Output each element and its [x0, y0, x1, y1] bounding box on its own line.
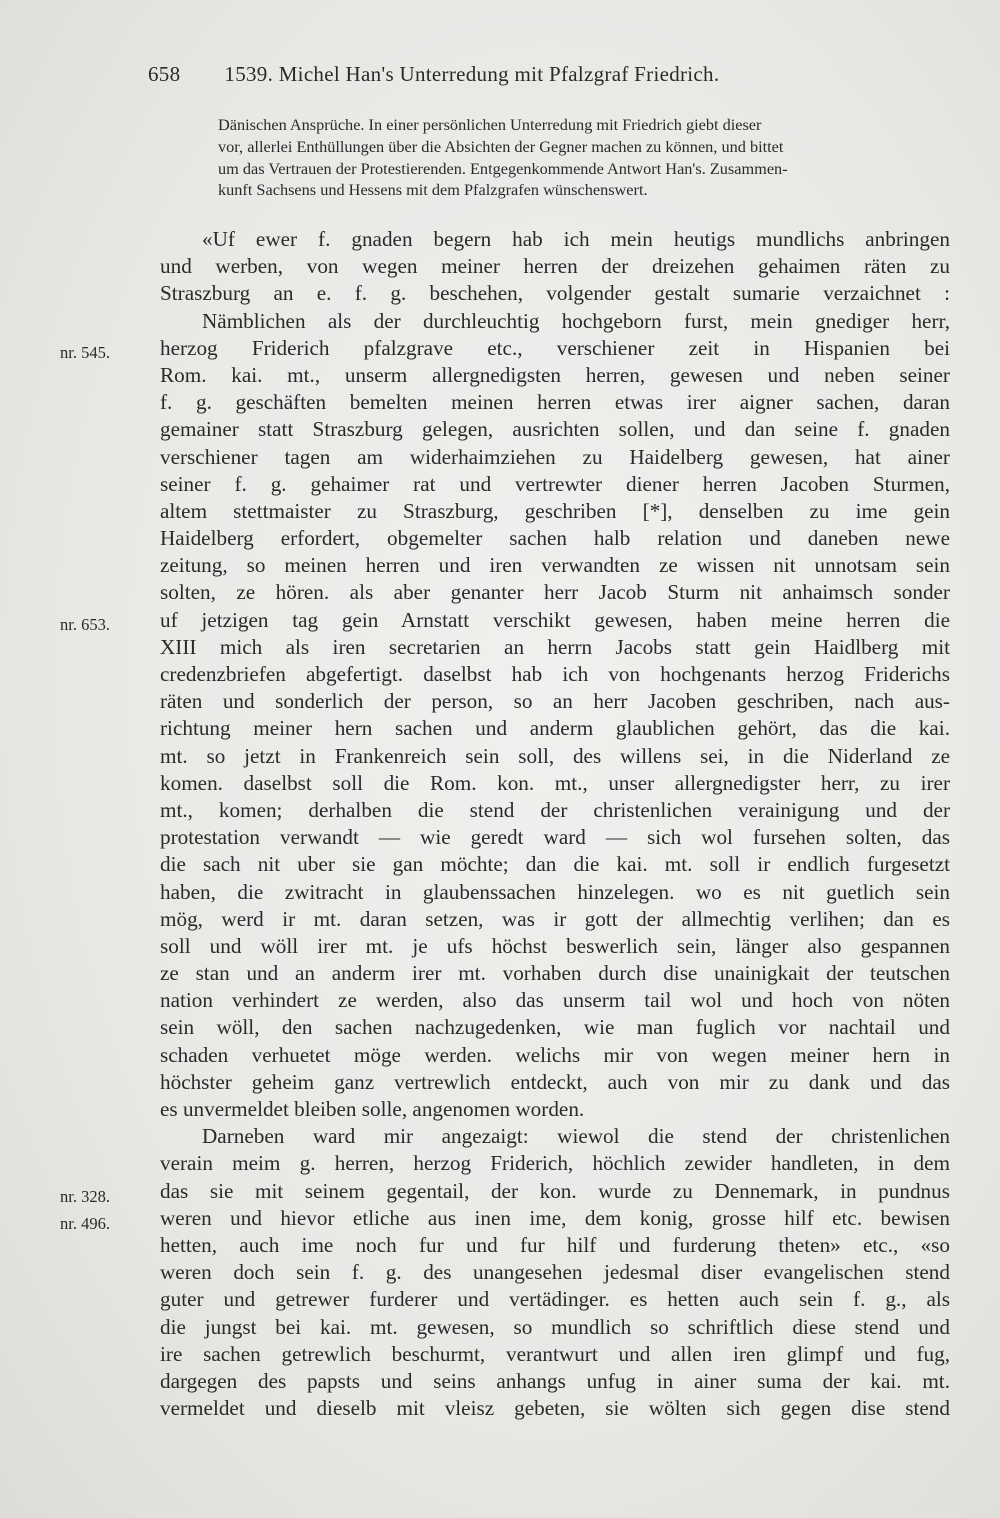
text-line: guter und getrewer furderer und vertädinger. es hetten auch sein f. g., als [160, 1287, 950, 1312]
summary-line: vor, allerlei Enthüllungen über die Absichten der Gegner machen zu können, und bittet [218, 136, 784, 156]
text-line: «Uf ewer f. gnaden begern hab ich mein heutigs mundlichs anbringen [202, 227, 950, 251]
text-line: uf jetzigen tag gein Arnstatt verschikt gewesen, haben meine herren die [160, 607, 950, 632]
chapter-summary [218, 114, 948, 201]
text-line: räten und sonderlich der person, so an herr Jacoben geschriben, nach aus- [160, 689, 950, 714]
text-line: mt., komen; derhalben die stend der christenlichen verainigung und der [160, 797, 950, 822]
text-line: ze stan und an anderm irer mt. vorhaben durch dise unainigkait der teutschen [160, 961, 950, 986]
main-text [160, 226, 950, 1422]
text-line: sein wöll, den sachen nachzugedenken, wie man fuglich vor nachtail und [160, 1015, 950, 1040]
text-line: Rom. kai. mt., unserm allergnedigsten herren, gewesen und neben seiner [160, 362, 950, 387]
text-line: das sie mit seinem gegentail, der kon. wurde zu Dennemark, in pundnus [160, 1178, 950, 1203]
text-line: altem stettmaister zu Straszburg, geschriben [*], denselben zu ime gein [160, 498, 950, 523]
text-line: und werben, von wegen meiner herren der dreizehen gehaimen räten zu [160, 254, 950, 279]
text-line: zeitung, so meinen herren und iren verwandten ze wissen nit unnotsam sein [160, 553, 950, 578]
margin-note: nr. 328. [60, 1187, 110, 1206]
summary-line: kunft Sachsens und Hessens mit dem Pfalzgrafen wünschenswert. [218, 180, 648, 200]
text-line: ire sachen getrewlich beschurmt, verantwurt und allen iren glimpf und fug, [160, 1341, 950, 1366]
text-line: vermeldet und dieselb mit vleisz gebeten, sie wölten sich gegen dise stend [160, 1396, 950, 1421]
text-line: soll und wöll irer mt. je ufs höchst beswerlich sein, länger also gespannen [160, 933, 950, 958]
text-line: nation verhindert ze werden, also das unserm tail wol und hoch von nöten [160, 988, 950, 1013]
text-line: dargegen des papsts und seins anhangs unfug in ainer suma der kai. mt. [160, 1368, 950, 1393]
text-line: herzog Friderich pfalzgrave etc., verschiener zeit in Hispanien bei [160, 335, 950, 360]
text-line: weren und hievor etliche aus inen ime, dem konig, grosse hilf etc. bewisen [160, 1205, 950, 1230]
running-title: 1539. Michel Han's Unterredung mit Pfalzgraf Friedrich. [224, 62, 720, 86]
text-line: komen. daselbst soll die Rom. kon. mt., unser allergnedigster herr, zu irer [160, 770, 950, 795]
margin-note: nr. 653. [60, 615, 110, 634]
text-line: Darneben ward mir angezaigt: wiewol die stend der christenlichen [202, 1124, 950, 1149]
text-line: gemainer statt Straszburg gelegen, ausrichten sollen, und dan seine f. gnaden [160, 417, 950, 442]
text-line: hetten, auch ime noch fur und fur hilf und furderung theten» etc., «so [160, 1232, 950, 1257]
text-line: XIII mich als iren secretarien an herrn Jacobs statt gein Haidlberg mit [160, 634, 950, 659]
running-header [148, 62, 848, 87]
text-line: seiner f. g. gehaimer rat und vertrewter diener herren Jacoben Sturmen, [160, 471, 950, 496]
page-number: 658 [148, 62, 181, 86]
summary-line: um das Vertrauen der Protestierenden. Entgegenkommende Antwort Han's. Zusammen- [218, 158, 788, 178]
margin-note: nr. 496. [60, 1214, 110, 1233]
text-line: f. g. geschäften bemelten meinen herren etwas irer aigner sachen, daran [160, 390, 950, 415]
text-line: höchster geheim ganz vertrewlich entdeckt, auch von mir zu dank und das [160, 1069, 950, 1094]
text-line: mt. so jetzt in Frankenreich sein soll, des willens sei, in die Niderland ze [160, 743, 950, 768]
text-line: Haidelberg erfordert, obgemelter sachen halb relation und daneben newe [160, 526, 950, 551]
text-line: die jungst bei kai. mt. gewesen, so mundlich so schriftlich diese stend und [160, 1314, 950, 1339]
text-line: weren doch sein f. g. des unangesehen jedesmal diser evangelischen stend [160, 1260, 950, 1285]
text-line: Straszburg an e. f. g. beschehen, volgender gestalt sumarie verzaichnet : [160, 281, 950, 306]
margin-note: nr. 545. [60, 343, 110, 362]
text-line: verschiener tagen am widerhaimziehen zu Haidelberg gewesen, hat ainer [160, 444, 950, 469]
text-line: es unvermeldet bleiben solle, angenomen worden. [160, 1097, 585, 1121]
text-line: mög, werd ir mt. daran setzen, was ir gott der allmechtig verlihen; dan es [160, 906, 950, 931]
text-line: protestation verwandt — wie geredt ward — sich wol fursehen solten, das [160, 825, 950, 850]
text-line: die sach nit uber sie gan möchte; dan die kai. mt. soll ir endlich furgesetzt [160, 852, 950, 877]
text-line: schaden verhuetet möge werden. welichs mir von wegen meiner hern in [160, 1042, 950, 1067]
text-line: solten, ze hören. als aber genanter herr Jacob Sturm nit anhaimsch sonder [160, 580, 950, 605]
summary-line: Dänischen Ansprüche. In einer persönlichen Unterredung mit Friedrich giebt dieser [218, 115, 762, 134]
text-line: Nämblichen als der durchleuchtig hochgeborn furst, mein gnediger herr, [202, 308, 950, 333]
text-line: credenzbriefen abgefertigt. daselbst hab ich von hochgenants herzog Friderichs [160, 662, 950, 686]
text-line: richtung meiner hern sachen und anderm glaublichen gehört, das die kai. [160, 716, 950, 741]
text-line: verain meim g. herren, herzog Friderich, höchlich zewider handleten, in dem [160, 1151, 950, 1176]
text-line: haben, die zwitracht in glaubenssachen hinzelegen. wo es nit guetlich sein [160, 879, 950, 904]
